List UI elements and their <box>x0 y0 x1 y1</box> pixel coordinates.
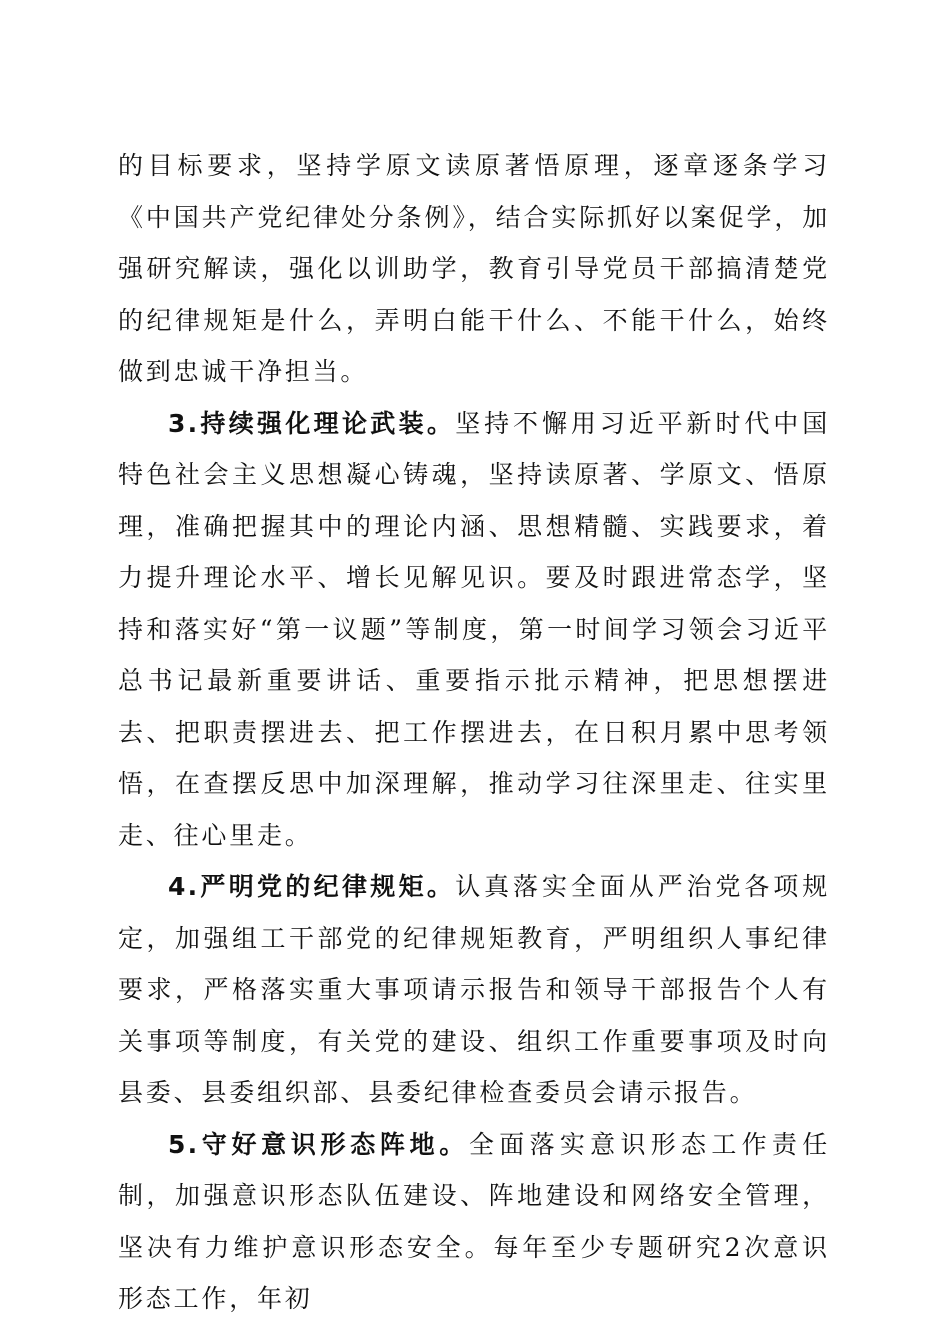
paragraph-continued <box>118 140 830 398</box>
paragraph-heading: 3.持续强化理论武装。 <box>168 408 456 438</box>
paragraph-heading: 5.守好意识形态阵地。 <box>168 1129 469 1159</box>
paragraph-heading: 4.严明党的纪律规矩。 <box>168 872 456 901</box>
paragraph-body: 坚持不懈用习近平新时代中国特色社会主义思想凝心铸魂，坚持读原著、学原文、悟原理，准确把握其中的理论内涵、思想精髓、实践要求，着力提升理论水平、增长见解见识。要及时跟进常态学，坚持和落实好“第一议题”等制度，第一时间学习领会习近平总书记最新重要讲话、重要指示批示精神，把思想摆进去、把职责摆进去、把工作摆进去，在日积月累中思考领悟，在查摆反思中加深理解，推动学习往深里走、往实里走、往心里走。 <box>118 408 830 850</box>
document-page <box>118 140 830 1325</box>
paragraph-body: 的目标要求，坚持学原文读原著悟原理，逐章逐条学习《中国共产党纪律处分条例》，结合实际抓好以案促学，加强研究解读，强化以训助学，教育引导党员干部搞清楚党的纪律规矩是什么，弄明白能干什么、不能干什么，始终做到忠诚干净担当。 <box>118 151 830 386</box>
paragraph-item-3 <box>118 398 830 862</box>
paragraph-item-5 <box>118 1119 830 1325</box>
paragraph-body: 全面落实意识形态工作责任制，加强意识形态队伍建设、阵地建设和网络安全管理，坚决有力维护意识形态安全。每年至少专题研究2次意识形态工作，年初 <box>118 1129 830 1313</box>
paragraph-item-4 <box>118 861 830 1119</box>
paragraph-body: 认真落实全面从严治党各项规定，加强组工干部党的纪律规矩教育，严明组织人事纪律要求，严格落实重大事项请示报告和领导干部报告个人有关事项等制度，有关党的建设、组织工作重要事项及时向县委、县委组织部、县委纪律检查委员会请示报告。 <box>118 872 830 1107</box>
